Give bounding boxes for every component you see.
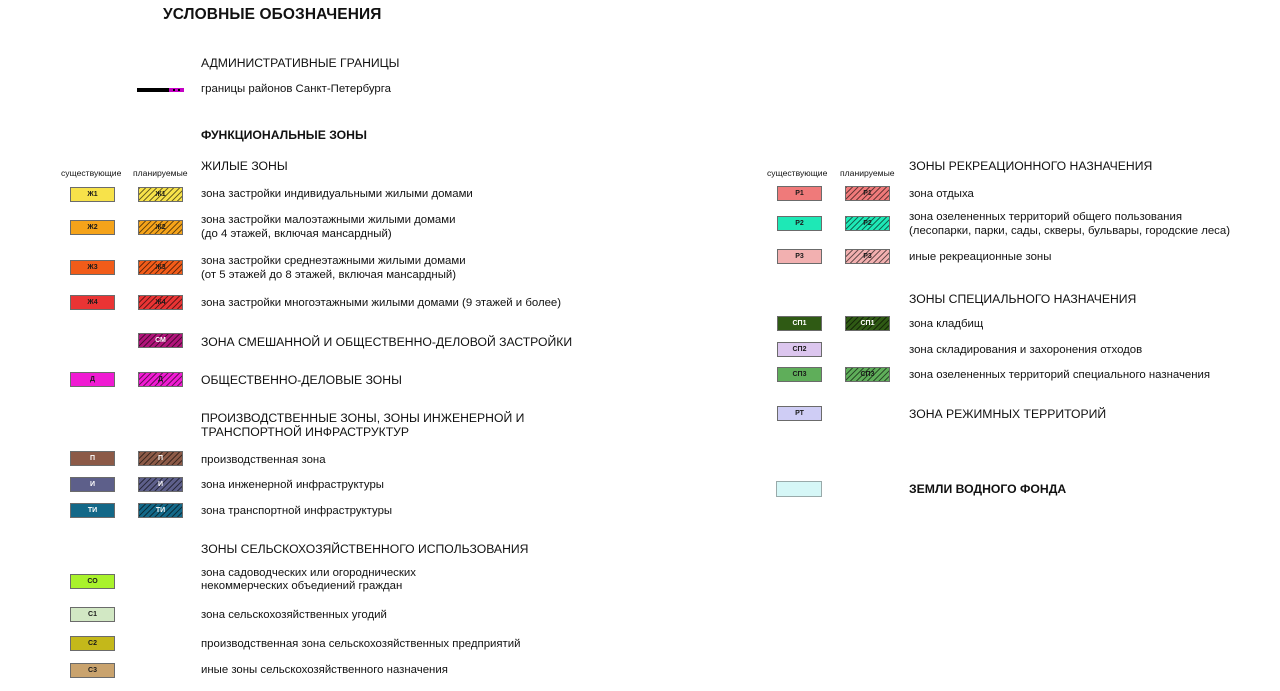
- district-boundary-line-swatch: [137, 88, 184, 92]
- zh4-label: зона застройки многоэтажными жилыми домами (9 этажей и более): [201, 297, 562, 309]
- p-label: производственная зона: [201, 454, 326, 466]
- rt-existing-swatch: РТ: [777, 406, 822, 421]
- p-planned-swatch: П: [138, 451, 183, 466]
- water-fund-swatch: [776, 481, 822, 497]
- residential-heading: ЖИЛЫЕ ЗОНЫ: [201, 159, 288, 173]
- col-header-existing-right: существующие: [767, 168, 828, 178]
- so-label-2: некоммерческих объедиений граждан: [201, 580, 403, 592]
- zh4-planned-swatch: Ж4: [138, 295, 183, 310]
- d-existing-swatch: Д: [70, 372, 115, 387]
- zh3-label-2: (от 5 этажей до 8 этажей, включая мансардный): [201, 269, 457, 281]
- district-boundary-label: границы районов Санкт-Петербурга: [201, 83, 391, 95]
- agri-heading: ЗОНЫ СЕЛЬСКОХОЗЯЙСТВЕННОГО ИСПОЛЬЗОВАНИЯ: [201, 542, 529, 556]
- r1-planned-swatch: Р1: [845, 186, 890, 201]
- zh1-planned-swatch: Ж1: [138, 187, 183, 202]
- r1-existing-swatch: Р1: [777, 186, 822, 201]
- special-heading: ЗОНЫ СПЕЦИАЛЬНОГО НАЗНАЧЕНИЯ: [909, 292, 1137, 306]
- zh3-label: зона застройки среднеэтажными жилыми домами: [201, 255, 466, 267]
- r2-label-2: (лесопарки, парки, сады, скверы, бульвары, городские леса): [909, 225, 1231, 237]
- s2-label: производственная зона сельскохозяйственных предприятий: [201, 638, 521, 650]
- zh2-label: зона застройки малоэтажными жилыми домами: [201, 214, 456, 226]
- r2-planned-swatch: Р2: [845, 216, 890, 231]
- col-header-planned-left: планируемые: [133, 168, 188, 178]
- sp3-planned-swatch: СП3: [845, 367, 890, 382]
- zh2-planned-swatch: Ж2: [138, 220, 183, 235]
- r3-planned-swatch: Р3: [845, 249, 890, 264]
- legend-title: УСЛОВНЫЕ ОБОЗНАЧЕНИЯ: [163, 6, 382, 23]
- zh4-existing-swatch: Ж4: [70, 295, 115, 310]
- zh2-label-2: (до 4 этажей, включая мансардный): [201, 228, 392, 240]
- functional-zones-heading: ФУНКЦИОНАЛЬНЫЕ ЗОНЫ: [201, 128, 367, 142]
- ti-planned-swatch: ТИ: [138, 503, 183, 518]
- p-existing-swatch: П: [70, 451, 115, 466]
- i-existing-swatch: И: [70, 477, 115, 492]
- so-existing-swatch: СО: [70, 574, 115, 589]
- r2-label: зона озелененных территорий общего пользования: [909, 211, 1183, 223]
- col-header-planned-right: планируемые: [840, 168, 895, 178]
- d-planned-swatch: Д: [138, 372, 183, 387]
- ti-label: зона транспортной инфраструктуры: [201, 505, 393, 517]
- s1-label: зона сельскохозяйственных угодий: [201, 609, 387, 621]
- r3-existing-swatch: Р3: [777, 249, 822, 264]
- r1-label: зона отдыха: [909, 188, 974, 200]
- zh2-existing-swatch: Ж2: [70, 220, 115, 235]
- production-heading-2: ТРАНСПОРТНОЙ ИНФРАСТРУКТУР: [201, 425, 410, 439]
- sp2-existing-swatch: СП2: [777, 342, 822, 357]
- zh3-existing-swatch: Ж3: [70, 260, 115, 275]
- s3-existing-swatch: С3: [70, 663, 115, 678]
- r3-label: иные рекреационные зоны: [909, 251, 1052, 263]
- water-fund-label: ЗЕМЛИ ВОДНОГО ФОНДА: [909, 482, 1067, 496]
- admin-heading: АДМИНИСТРАТИВНЫЕ ГРАНИЦЫ: [201, 56, 400, 70]
- regime-zone-label: ЗОНА РЕЖИМНЫХ ТЕРРИТОРИЙ: [909, 407, 1107, 421]
- sp1-label: зона кладбищ: [909, 318, 984, 330]
- r2-existing-swatch: Р2: [777, 216, 822, 231]
- s2-existing-swatch: С2: [70, 636, 115, 651]
- zh3-planned-swatch: Ж3: [138, 260, 183, 275]
- zh1-existing-swatch: Ж1: [70, 187, 115, 202]
- so-label: зона садоводческих или огороднических: [201, 567, 416, 579]
- sp3-label: зона озелененных территорий специального назначения: [909, 369, 1211, 381]
- ti-existing-swatch: ТИ: [70, 503, 115, 518]
- zh1-label: зона застройки индивидуальными жилыми домами: [201, 188, 473, 200]
- sp1-existing-swatch: СП1: [777, 316, 822, 331]
- s3-label: иные зоны сельскохозяйственного назначения: [201, 664, 448, 676]
- i-label: зона инженерной инфраструктуры: [201, 479, 384, 491]
- mixed-zone-label: ЗОНА СМЕШАННОЙ И ОБЩЕСТВЕННО-ДЕЛОВОЙ ЗАСТРОЙКИ: [201, 335, 573, 349]
- sm-planned-swatch: СМ: [138, 333, 183, 348]
- i-planned-swatch: И: [138, 477, 183, 492]
- sp3-existing-swatch: СП3: [777, 367, 822, 382]
- production-heading: ПРОИЗВОДСТВЕННЫЕ ЗОНЫ, ЗОНЫ ИНЖЕНЕРНОЙ И: [201, 411, 525, 425]
- business-zone-label: ОБЩЕСТВЕННО-ДЕЛОВЫЕ ЗОНЫ: [201, 373, 402, 387]
- col-header-existing-left: существующие: [61, 168, 122, 178]
- recreation-heading: ЗОНЫ РЕКРЕАЦИОННОГО НАЗНАЧЕНИЯ: [909, 159, 1153, 173]
- sp1-planned-swatch: СП1: [845, 316, 890, 331]
- sp2-label: зона складирования и захоронения отходов: [909, 344, 1143, 356]
- s1-existing-swatch: С1: [70, 607, 115, 622]
